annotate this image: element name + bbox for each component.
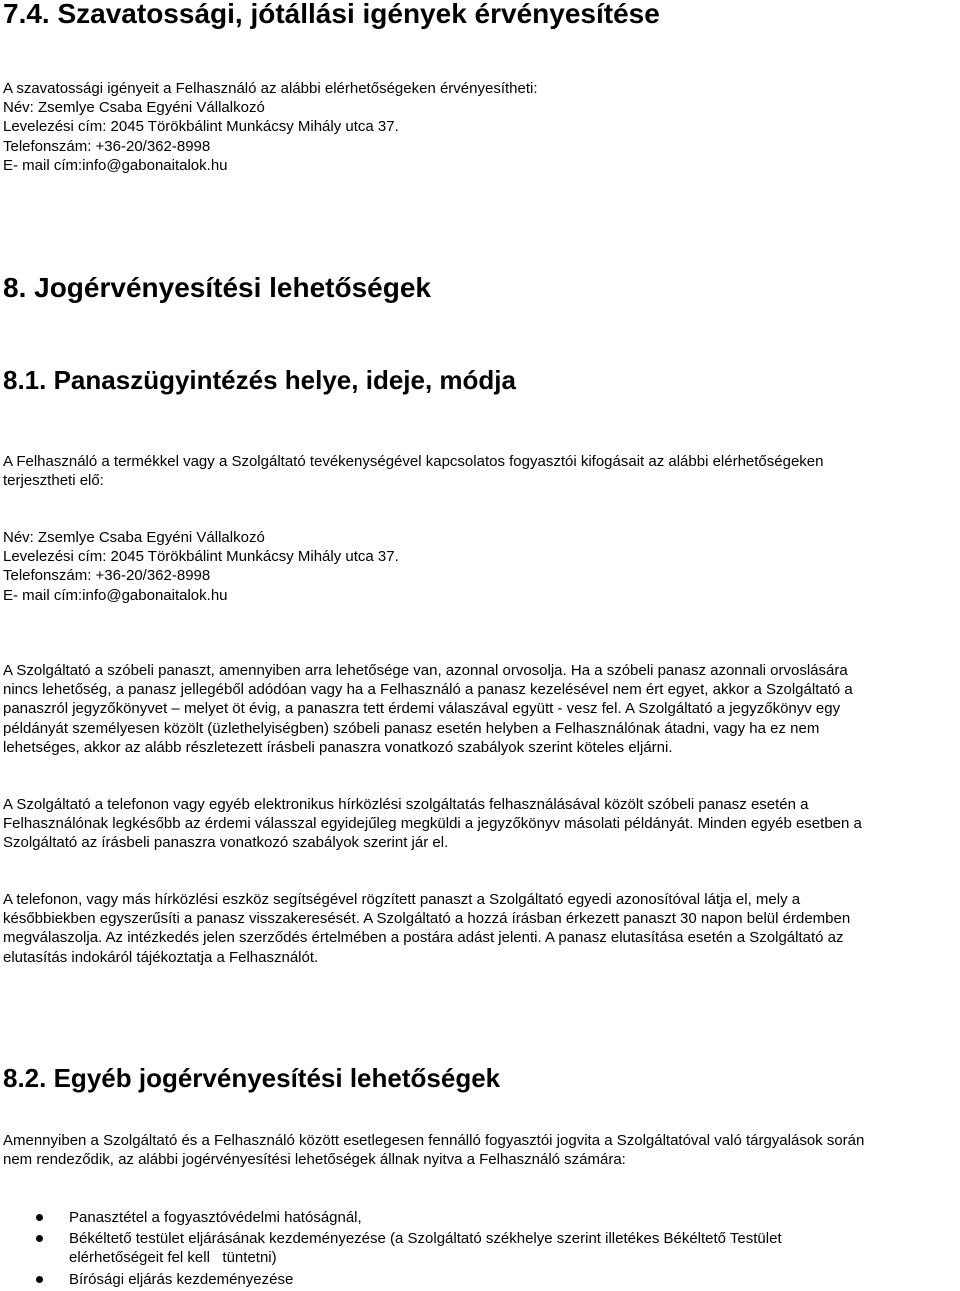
paragraph-line: Felhasználónak legkésőbb az érdemi válasszal egyidejűleg megküldi a jegyzőkönyv másolati példányát. Minden egyéb esetben a bbox=[3, 815, 862, 833]
contact-phone: Telefonszám: +36-20/362-8998 bbox=[3, 567, 211, 585]
list-item-text: Panasztétel a fogyasztóvédelmi hatóságnál, bbox=[69, 1209, 362, 1226]
paragraph-line: nincs lehetőség, a panasz jellegéből adódóan vagy ha a Felhasználó a panasz kezelésével nem ért egyet, akkor a Szolgáltató a bbox=[3, 681, 853, 699]
paragraph-line: A Szolgáltató a szóbeli panaszt, amennyiben arra lehetősége van, azonnal orvosolja. Ha a szóbeli panasz azonnali orvoslására bbox=[3, 662, 848, 679]
section-7-4-heading: 7.4. Szavatossági, jótállási igények érvényesítése bbox=[3, 0, 660, 29]
paragraph-line: Szolgáltató az írásbeli panaszra vonatkozó szabályok szerint jár el. bbox=[3, 834, 449, 852]
list-item bbox=[3, 1229, 958, 1267]
contact-address: Levelezési cím: 2045 Törökbálint Munkácsy Mihály utca 37. bbox=[3, 548, 399, 566]
intro-line: Amennyiben a Szolgáltató és a Felhasználó között esetlegesen fennálló fogyasztói jogvita a Szolgáltatóval való tárgyalások során bbox=[3, 1132, 865, 1149]
paragraph-line: példányát személyesen közölt (üzlethelyiségben) szóbeli panasz esetén helyben a Felhasználónak átadni, vagy ha ez nem bbox=[3, 719, 820, 737]
phone-complaint-paragraph bbox=[3, 795, 958, 853]
paragraph-line: megválaszolja. Az intézkedés jelen szerződés értelmében a postára adást jelenti. A panasz elutasítása esetén a Szolgáltató az bbox=[3, 929, 844, 947]
bullet-icon bbox=[36, 1214, 43, 1221]
section-8-1-contact bbox=[3, 528, 958, 605]
list-item-text: Békéltető testület eljárásának kezdeményezése (a Szolgáltató székhelye szerint illetékes Békéltető Testület bbox=[69, 1230, 782, 1248]
paragraph-line: későbbiekben egyszerűsíti a panasz visszakeresését. A Szolgáltató a hozzá írásban érkezett panaszt 30 napon belül érdemben bbox=[3, 910, 851, 928]
section-8-1-intro bbox=[3, 452, 958, 490]
bullet-icon bbox=[36, 1276, 43, 1283]
list-item-text: Bírósági eljárás kezdeményezése bbox=[69, 1270, 294, 1288]
paragraph-line: panaszról jegyzőkönyvet – melyet öt évig, a panaszra tett érdemi válaszával együtt - vesz fel. A Szolgáltató a jegyzőkönyv egy bbox=[3, 700, 841, 718]
contact-name: Név: Zsemlye Csaba Egyéni Vállalkozó bbox=[3, 99, 265, 117]
written-complaint-paragraph bbox=[3, 890, 958, 967]
intro-line: terjesztheti elő: bbox=[3, 472, 104, 490]
contact-email: E- mail cím:info@gabonaitalok.hu bbox=[3, 586, 228, 604]
oral-complaint-paragraph bbox=[3, 661, 958, 757]
contact-name: Név: Zsemlye Csaba Egyéni Vállalkozó bbox=[3, 529, 265, 546]
paragraph-line: elutasítás indokáról tájékoztatja a Felhasználót. bbox=[3, 948, 319, 966]
paragraph-line: lehetséges, akkor az alább részletezett írásbeli panaszra vonatkozó szabályok szerint köteles eljárni. bbox=[3, 738, 673, 756]
list-item bbox=[3, 1208, 958, 1227]
contact-phone: Telefonszám: +36-20/362-8998 bbox=[3, 137, 211, 155]
paragraph-line: A telefonon, vagy más hírközlési eszköz segítségével rögzített panaszt a Szolgáltató egyedi azonosítóval látja el, mely a bbox=[3, 891, 801, 908]
section-8-2-heading: 8.2. Egyéb jogérvényesítési lehetőségek bbox=[3, 1063, 501, 1093]
section-7-4-body bbox=[3, 79, 958, 175]
section-8-1-heading: 8.1. Panaszügyintézés helye, ideje, módja bbox=[3, 365, 516, 395]
section-7-4-intro: A szavatossági igényeit a Felhasználó az alábbi elérhetőségeken érvényesítheti: bbox=[3, 80, 538, 97]
section-8-heading: 8. Jogérvényesítési lehetőségek bbox=[3, 272, 431, 303]
intro-line: nem rendeződik, az alábbi jogérvényesítési lehetőségek állnak nyitva a Felhasználó számára: bbox=[3, 1151, 626, 1169]
legal-remedies-list bbox=[3, 1208, 958, 1291]
list-item bbox=[3, 1270, 958, 1289]
intro-line: A Felhasználó a termékkel vagy a Szolgáltató tevékenységével kapcsolatos fogyasztói kifogásait az alábbi elérhetőségeken bbox=[3, 453, 824, 470]
contact-email: E- mail cím:info@gabonaitalok.hu bbox=[3, 156, 228, 174]
section-8-2-intro bbox=[3, 1131, 958, 1169]
paragraph-line: A Szolgáltató a telefonon vagy egyéb elektronikus hírközlési szolgáltatás felhasználásával közölt szóbeli panasz esetén a bbox=[3, 796, 809, 813]
bullet-icon bbox=[36, 1235, 43, 1242]
list-item-text: elérhetőségeit fel kell tüntetni) bbox=[69, 1249, 277, 1267]
contact-address: Levelezési cím: 2045 Törökbálint Munkácsy Mihály utca 37. bbox=[3, 118, 399, 136]
